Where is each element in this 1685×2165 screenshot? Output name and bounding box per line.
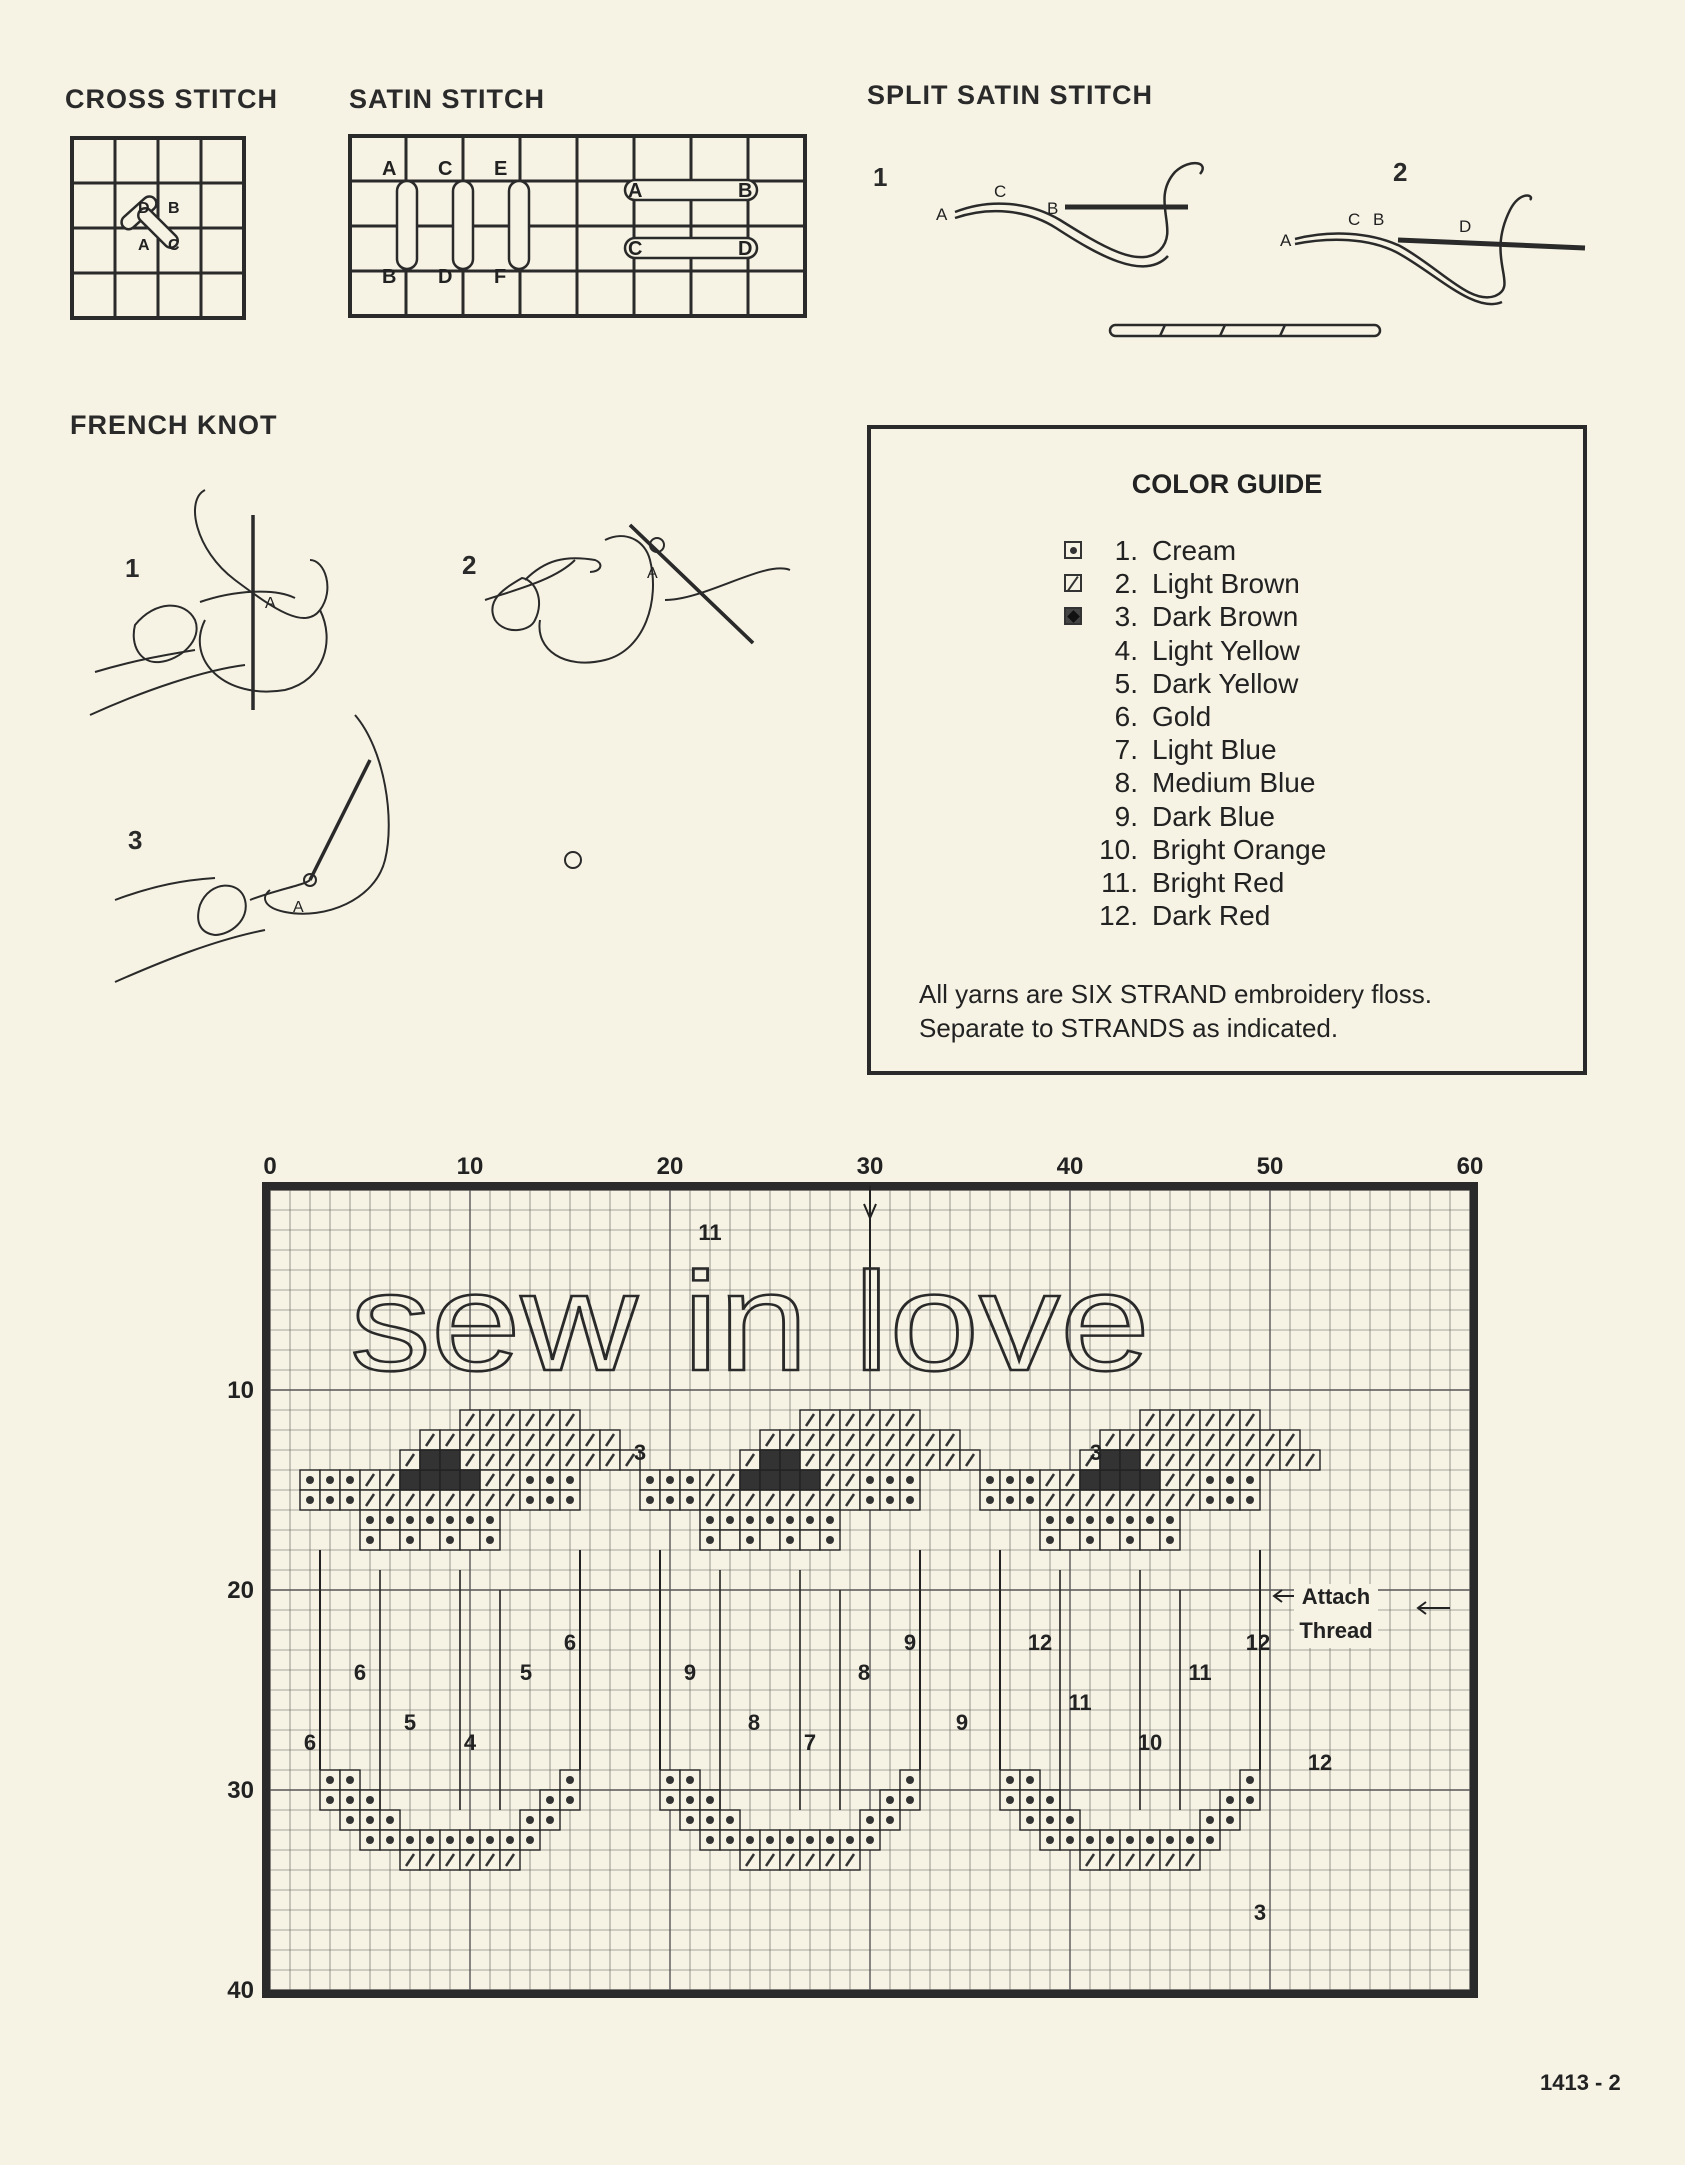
color-name: Gold [1152, 700, 1212, 732]
stitch-dot [1006, 1476, 1014, 1484]
stitch-dot [446, 1516, 454, 1524]
color-name: Bright Red [1152, 866, 1285, 898]
stitch-dot [1146, 1516, 1154, 1524]
stitch-dot [746, 1536, 754, 1544]
color-number: 8. [1114, 767, 1138, 799]
color-name: Dark Blue [1152, 800, 1275, 832]
stitch-dot [426, 1516, 434, 1524]
stitch-dot [646, 1476, 654, 1484]
stitch-dot [1106, 1836, 1114, 1844]
stitch-dot [1026, 1496, 1034, 1504]
color-guide-item [1096, 800, 1326, 833]
dark-symbol-icon [1064, 607, 1082, 625]
callout-label: 6 [353, 1660, 367, 1685]
satin-letter: C [438, 158, 453, 180]
stitch-dot [886, 1476, 894, 1484]
stitch-dot [726, 1836, 734, 1844]
color-guide-item [1096, 766, 1326, 799]
stitch-dot [506, 1836, 514, 1844]
stitch-cell [400, 1470, 420, 1490]
split-letter: C [994, 182, 1007, 201]
stitch-dot [806, 1516, 814, 1524]
color-guide-list [1096, 534, 1326, 932]
stitch-dot [1166, 1536, 1174, 1544]
stitch-dot [406, 1516, 414, 1524]
color-guide-item [1096, 567, 1326, 600]
stitch-dot [686, 1476, 694, 1484]
stitch-dot [1066, 1516, 1074, 1524]
stitch-cell [1140, 1530, 1160, 1550]
color-guide [867, 425, 1587, 1075]
color-name: Dark Red [1152, 900, 1271, 932]
split-satin-step-1: 1 [873, 162, 888, 192]
callout-label: 6 [303, 1730, 317, 1755]
stitch-dot [526, 1816, 534, 1824]
stitch-dot [866, 1476, 874, 1484]
callout-label: 11 [1068, 1690, 1092, 1715]
stitch-dot [906, 1776, 914, 1784]
stitch-dot [1166, 1836, 1174, 1844]
split-satin-stitch-heading: SPLIT SATIN STITCH [867, 80, 1153, 110]
stitch-dot [346, 1796, 354, 1804]
stitch-dot [486, 1516, 494, 1524]
x-tick-label: 10 [456, 1153, 484, 1180]
cross-letter: C [168, 237, 180, 254]
stitch-dot [726, 1516, 734, 1524]
color-guide-item [1096, 667, 1326, 700]
stitch-dot [326, 1776, 334, 1784]
stitch-dot [1126, 1536, 1134, 1544]
stitch-dot [666, 1496, 674, 1504]
stitch-dot [1206, 1816, 1214, 1824]
stitch-cell [1120, 1470, 1140, 1490]
stitch-dot [426, 1836, 434, 1844]
stitch-dot [706, 1816, 714, 1824]
stitch-dot [1246, 1476, 1254, 1484]
stitch-dot [1006, 1496, 1014, 1504]
stitch-cell [420, 1450, 440, 1470]
french-knot-point: A [293, 899, 304, 916]
stitch-dot [706, 1836, 714, 1844]
stitch-dot [326, 1476, 334, 1484]
stitch-dot [846, 1836, 854, 1844]
stitch-dot [886, 1496, 894, 1504]
split-letter: A [1280, 231, 1292, 250]
cross-letter: A [138, 237, 150, 254]
callout-label: 5 [403, 1710, 417, 1735]
split-letter: B [1047, 199, 1059, 218]
stitch-cell [420, 1470, 440, 1490]
attach-arrow-icon [1418, 1602, 1450, 1614]
french-knot-heading: FRENCH KNOT [70, 410, 278, 440]
y-tick-label: 40 [227, 1977, 254, 2004]
stitch-chart [210, 1140, 1510, 2020]
color-number: 6. [1114, 700, 1138, 732]
stitch-dot [706, 1536, 714, 1544]
cross-letter: B [168, 200, 180, 217]
stitch-dot [386, 1836, 394, 1844]
stitch-cell [440, 1450, 460, 1470]
stitch-dot [1206, 1496, 1214, 1504]
stitch-cell [420, 1530, 440, 1550]
stitch-dot [466, 1516, 474, 1524]
stitch-dot [566, 1496, 574, 1504]
stitch-dot [1046, 1816, 1054, 1824]
stitch-dot [866, 1816, 874, 1824]
stitch-dot [866, 1496, 874, 1504]
callout-label: 9 [903, 1630, 917, 1655]
stitch-dot [526, 1476, 534, 1484]
stitch-dot [666, 1776, 674, 1784]
split-satin-step-2: 2 [1393, 157, 1408, 187]
stitch-cell [440, 1470, 460, 1490]
stitch-cell [1140, 1470, 1160, 1490]
stitch-cell [760, 1470, 780, 1490]
satin-letter: B [738, 180, 753, 202]
stitch-dot [1086, 1516, 1094, 1524]
stitch-dot [546, 1816, 554, 1824]
color-name: Bright Orange [1152, 833, 1327, 865]
stitch-dot [686, 1496, 694, 1504]
stitch-dot [346, 1476, 354, 1484]
stitch-dot [546, 1796, 554, 1804]
stitch-dot [786, 1516, 794, 1524]
attach-label: Attach [1301, 1584, 1371, 1609]
stitch-dot [366, 1836, 374, 1844]
color-name: Light Blue [1152, 734, 1277, 766]
stitch-dot [406, 1536, 414, 1544]
split-letter: C [1348, 210, 1361, 229]
stitch-dot [1166, 1516, 1174, 1524]
x-tick-label: 50 [1256, 1153, 1284, 1180]
stitch-dot [566, 1776, 574, 1784]
stitch-dot [1066, 1816, 1074, 1824]
stitch-dot [1206, 1836, 1214, 1844]
color-name: Light Brown [1152, 568, 1300, 600]
stitch-dot [546, 1476, 554, 1484]
stitch-dot [686, 1816, 694, 1824]
stitch-dot [326, 1496, 334, 1504]
stitch-dot [1046, 1796, 1054, 1804]
stitch-dot [1066, 1836, 1074, 1844]
stitch-dot [1246, 1796, 1254, 1804]
french-knot-step-1: 1 [125, 553, 140, 583]
x-tick-label: 20 [656, 1153, 684, 1180]
color-number: 1. [1114, 535, 1138, 566]
x-tick-label: 0 [263, 1153, 277, 1180]
attach-label: Thread [1299, 1618, 1373, 1643]
stitch-cell [1060, 1530, 1080, 1550]
stitch-dot [1226, 1476, 1234, 1484]
color-number: 11. [1101, 866, 1138, 898]
stitch-dot [366, 1536, 374, 1544]
stitch-dot [346, 1816, 354, 1824]
split-letter: B [1373, 210, 1385, 229]
stitch-cell [1100, 1450, 1120, 1470]
stitch-dot [1126, 1516, 1134, 1524]
callout-label: 3 [1089, 1440, 1103, 1465]
stitch-dot [706, 1516, 714, 1524]
stitch-dot [1006, 1776, 1014, 1784]
slash-symbol-icon [1064, 574, 1082, 592]
stitch-cell [1100, 1470, 1120, 1490]
color-number: 3. [1114, 601, 1138, 633]
stitch-cell [1120, 1450, 1140, 1470]
stitch-dot [826, 1836, 834, 1844]
stitch-cell [1080, 1470, 1100, 1490]
stitch-dot [746, 1516, 754, 1524]
y-tick-label: 30 [227, 1777, 254, 1804]
cross-stitch-diagram [65, 133, 250, 323]
french-knot-illustration [85, 460, 805, 1000]
callout-label: 7 [803, 1730, 817, 1755]
stitch-dot [786, 1836, 794, 1844]
stitch-dot [1006, 1796, 1014, 1804]
stitch-dot [766, 1516, 774, 1524]
color-number: 7. [1114, 734, 1138, 766]
color-guide-title: COLOR GUIDE [1131, 469, 1323, 499]
stitch-cell [460, 1470, 480, 1490]
color-number: 10. [1099, 833, 1138, 865]
stitch-cell [1100, 1530, 1120, 1550]
callout-label: 9 [955, 1710, 969, 1735]
callout-label: 3 [1253, 1900, 1267, 1925]
stitch-dot [1086, 1536, 1094, 1544]
color-name: Dark Brown [1152, 601, 1299, 633]
satin-stitch-heading: SATIN STITCH [349, 84, 545, 114]
stitch-dot [826, 1516, 834, 1524]
stitch-dot [386, 1516, 394, 1524]
color-number: 12. [1099, 900, 1138, 932]
split-letter: A [936, 205, 948, 224]
stitch-dot [366, 1796, 374, 1804]
stitch-dot [386, 1816, 394, 1824]
stitch-dot [1126, 1836, 1134, 1844]
french-knot-step-2: 2 [462, 550, 477, 580]
stitch-dot [986, 1476, 994, 1484]
satin-letter: E [494, 158, 508, 180]
color-name: Dark Yellow [1152, 667, 1299, 699]
color-guide-item [1096, 866, 1326, 899]
stitch-dot [646, 1496, 654, 1504]
stitch-dot [526, 1836, 534, 1844]
stitch-dot [1026, 1796, 1034, 1804]
split-letter: D [1459, 217, 1472, 236]
color-name: Medium Blue [1152, 767, 1316, 799]
satin-letter: A [628, 180, 643, 202]
page-number: 1413 - 2 [1540, 2070, 1621, 2095]
stitch-dot [686, 1776, 694, 1784]
stitch-cell [800, 1530, 820, 1550]
color-guide-note [919, 977, 1432, 1045]
stitch-dot [886, 1816, 894, 1824]
x-tick-label: 60 [1456, 1153, 1484, 1180]
color-number: 5. [1114, 667, 1138, 699]
satin-stitch-diagram [345, 133, 810, 323]
x-tick-label: 30 [856, 1153, 884, 1180]
color-guide-item [1096, 634, 1326, 667]
color-guide-item [1096, 534, 1326, 567]
stitch-dot [526, 1496, 534, 1504]
dot-symbol-icon [1064, 541, 1082, 559]
cross-stitch-heading: CROSS STITCH [65, 84, 279, 114]
stitch-cell [780, 1450, 800, 1470]
stitch-dot [1246, 1776, 1254, 1784]
stitch-dot [766, 1836, 774, 1844]
stitch-dot [1086, 1836, 1094, 1844]
stitch-dot [346, 1496, 354, 1504]
stitch-dot [1226, 1796, 1234, 1804]
stitch-dot [446, 1836, 454, 1844]
stitch-dot [1206, 1476, 1214, 1484]
stitch-cell [760, 1450, 780, 1470]
cross-letter: D [138, 200, 150, 217]
x-tick-label: 40 [1056, 1153, 1084, 1180]
stitch-dot [1146, 1836, 1154, 1844]
y-tick-label: 20 [227, 1577, 254, 1604]
stitch-dot [686, 1796, 694, 1804]
stitch-dot [1026, 1776, 1034, 1784]
callout-label: 12 [1307, 1750, 1333, 1775]
stitch-dot [566, 1796, 574, 1804]
stitch-dot [906, 1796, 914, 1804]
stitch-dot [1246, 1496, 1254, 1504]
stitch-dot [906, 1476, 914, 1484]
stitch-dot [1226, 1496, 1234, 1504]
color-number: 9. [1114, 800, 1138, 832]
color-guide-item [1096, 899, 1326, 932]
stitch-dot [1046, 1836, 1054, 1844]
stitch-dot [346, 1776, 354, 1784]
color-number: 2. [1114, 568, 1138, 600]
color-guide-item [1096, 833, 1326, 866]
stitch-cell [720, 1530, 740, 1550]
stitch-dot [1226, 1816, 1234, 1824]
stitch-dot [706, 1796, 714, 1804]
callout-label: 11 [1188, 1660, 1212, 1685]
callout-label: 12 [1027, 1630, 1053, 1655]
color-guide-item [1096, 733, 1326, 766]
callout-label: 3 [633, 1440, 647, 1465]
satin-letter: B [382, 266, 397, 288]
stitch-dot [986, 1496, 994, 1504]
stitch-cell [460, 1530, 480, 1550]
stitch-dot [1046, 1516, 1054, 1524]
callout-label: 10 [1137, 1730, 1163, 1755]
stitch-cell [380, 1530, 400, 1550]
callout-label: 11 [698, 1220, 722, 1245]
stitch-dot [546, 1496, 554, 1504]
stitch-dot [1026, 1476, 1034, 1484]
callout-label: 8 [747, 1710, 761, 1735]
satin-letter: C [628, 238, 643, 260]
stitch-dot [666, 1796, 674, 1804]
stitch-dot [1106, 1516, 1114, 1524]
stitch-dot [326, 1796, 334, 1804]
french-knot-point: A [265, 595, 276, 612]
note-line-2: Separate to STRANDS as indicated. [919, 1013, 1339, 1043]
stitch-dot [906, 1496, 914, 1504]
stitch-dot [806, 1836, 814, 1844]
stitch-dot [366, 1816, 374, 1824]
french-knot-step-3: 3 [128, 825, 143, 855]
y-tick-label: 10 [227, 1377, 254, 1404]
callout-label: 5 [519, 1660, 533, 1685]
color-number: 4. [1114, 634, 1138, 666]
color-name: Light Yellow [1152, 634, 1300, 666]
stitch-dot [826, 1536, 834, 1544]
stitch-cell [740, 1470, 760, 1490]
satin-letter: D [738, 238, 753, 260]
stitch-dot [306, 1476, 314, 1484]
stitch-dot [486, 1836, 494, 1844]
stitch-dot [1026, 1816, 1034, 1824]
callout-label: 4 [463, 1730, 477, 1755]
stitch-cell [780, 1470, 800, 1490]
stitch-dot [366, 1516, 374, 1524]
stitch-dot [666, 1476, 674, 1484]
note-line-1: All yarns are SIX STRAND embroidery floss. [919, 979, 1432, 1009]
stitch-dot [746, 1836, 754, 1844]
stitch-dot [866, 1836, 874, 1844]
stitch-dot [786, 1536, 794, 1544]
stitch-dot [486, 1536, 494, 1544]
split-satin-illustration [930, 140, 1630, 355]
stitch-dot [1186, 1836, 1194, 1844]
callout-label: 6 [563, 1630, 577, 1655]
stitch-dot [886, 1796, 894, 1804]
stitch-dot [466, 1836, 474, 1844]
french-knot-point: A [647, 565, 658, 582]
color-guide-item [1096, 700, 1326, 733]
callout-label: 9 [683, 1660, 697, 1685]
stitch-dot [446, 1536, 454, 1544]
stitch-dot [726, 1816, 734, 1824]
color-name: Cream [1152, 535, 1237, 566]
satin-letter: D [438, 266, 453, 288]
satin-letter: A [382, 158, 397, 180]
sew-in-love-lettering: sew in love [350, 1243, 1150, 1400]
stitch-dot [306, 1496, 314, 1504]
color-guide-item [1096, 600, 1326, 633]
stitch-dot [566, 1476, 574, 1484]
satin-letter: F [494, 266, 507, 288]
stitch-cell [800, 1470, 820, 1490]
attach-arrow-icon [1274, 1590, 1294, 1602]
stitch-cell [760, 1530, 780, 1550]
callout-label: 12 [1245, 1630, 1271, 1655]
callout-label: 8 [857, 1660, 871, 1685]
stitch-dot [406, 1836, 414, 1844]
stitch-dot [1046, 1536, 1054, 1544]
